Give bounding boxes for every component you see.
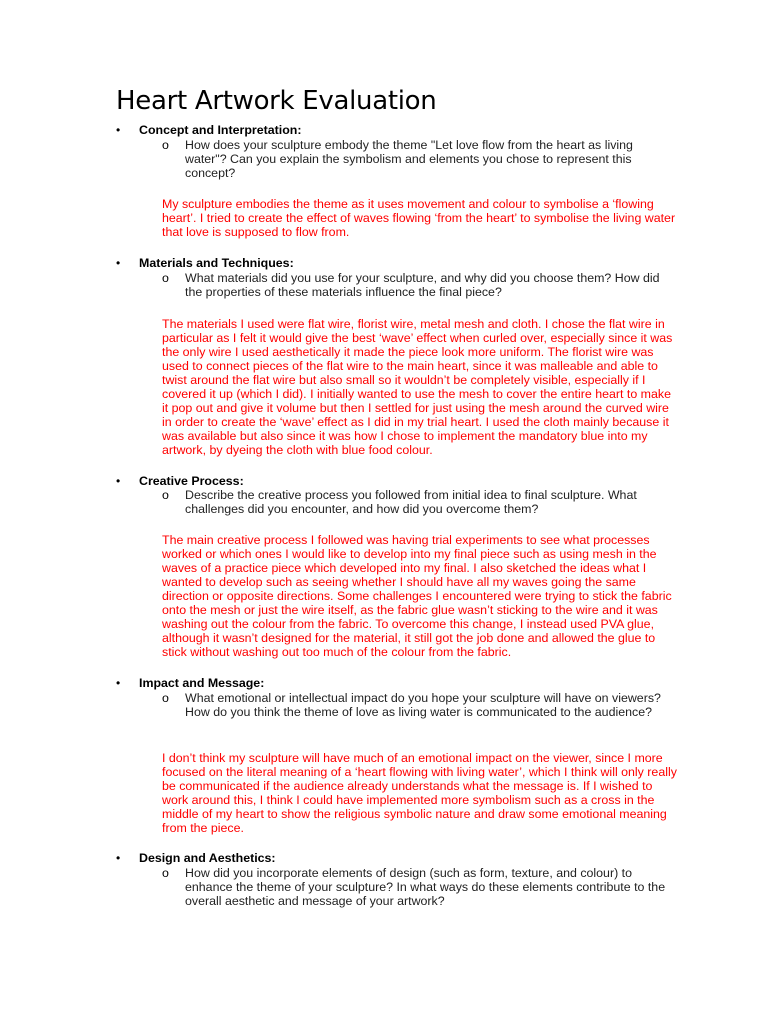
answer-text: My sculpture embodies the theme as it uses movement and colour to symbolise a ‘flowing heart’. I tried to create the effect of waves flowing ‘from the heart’ to symbolise the living water that love is supposed to flow from. — [162, 197, 676, 239]
section-heading: Impact and Message: — [139, 676, 265, 690]
section-heading: Concept and Interpretation: — [139, 123, 302, 137]
section-heading: Materials and Techniques: — [139, 256, 294, 270]
sub-bullet-icon: o — [162, 138, 169, 152]
bullet-icon: • — [116, 676, 121, 690]
bullet-icon: • — [116, 256, 121, 270]
bullet-icon: • — [116, 123, 121, 137]
section-heading: Design and Aesthetics: — [139, 851, 276, 865]
sub-bullet-icon: o — [162, 866, 169, 880]
question-text: What materials did you use for your sculpture, and why did you choose them? How did the properties of these materials influence the final piece? — [185, 271, 660, 299]
question-text: Describe the creative process you followed from initial idea to final sculpture. What challenges did you encounter, and how did you overcome them? — [185, 488, 637, 516]
document-title: Heart Artwork Evaluation — [116, 86, 437, 116]
sub-bullet-icon: o — [162, 271, 169, 285]
sub-bullet-icon: o — [162, 691, 169, 705]
answer-text: The materials I used were flat wire, florist wire, metal mesh and cloth. I chose the flat wire in particular as I felt it would give the best ‘wave’ effect when curled over, especially since it was the only wire I used aesthetically it made the piece look more uniform. The florist wire was used to connect pieces of the flat wire to the main heart, since it was malleable and able to twist around the flat wire but also small so it wouldn’t be completely visible, especially if I covered it up (which I did). I initially wanted to use the mesh to cover the entire heart to make it pop out and give it volume but then I settled for just using the mesh around the curved wire in order to create the ‘wave’ effect as I did in my trial heart. I used the cloth mainly because it was available but also since it was how I chose to implement the mandatory blue into my artwork, by dyeing the cloth with blue food colour. — [162, 317, 673, 457]
sub-bullet-icon: o — [162, 488, 169, 502]
answer-text: The main creative process I followed was having trial experiments to see what processes worked or which ones I would like to develop into my final piece such as using mesh in the waves of a practice piece which developed into my final. I also sketched the ideas what I wanted to develop such as seeing whether I should have all my waves going the same direction or opposite directions. Some challenges I encountered were trying to stick the fabric onto the mesh or just the wire itself, as the fabric glue wasn’t sticking to the wire and it was washing out the colour from the fabric. To overcome this change, I instead used PVA glue, although it wasn’t designed for the material, it still got the job done and allowed the glue to stick without washing out too much of the colour from the fabric. — [162, 533, 672, 659]
bullet-icon: • — [116, 474, 121, 488]
question-text: What emotional or intellectual impact do you hope your sculpture will have on viewers? How do you think the theme of love as living water is communicated to the audience? — [185, 691, 661, 719]
question-text: How does your sculpture embody the theme "Let love flow from the heart as living water"? Can you explain the symbolism and elements you chose to represent this concept? — [185, 138, 633, 180]
question-text: How did you incorporate elements of design (such as form, texture, and colour) to enhance the theme of your sculpture? In what ways do these elements contribute to the overall aesthetic and message of your artwork? — [185, 866, 666, 908]
bullet-icon: • — [116, 851, 121, 865]
answer-text: I don’t think my sculpture will have much of an emotional impact on the viewer, since I more focused on the literal meaning of a ‘heart flowing with living water’, which I think will only really be communicated if the audience already understands what the message is. If I wished to work around this, I think I could have implemented more symbolism such as a cross in the middle of my heart to show the religious symbolic nature and draw some emotional meaning from the piece. — [162, 751, 677, 835]
section-heading: Creative Process: — [139, 474, 244, 488]
